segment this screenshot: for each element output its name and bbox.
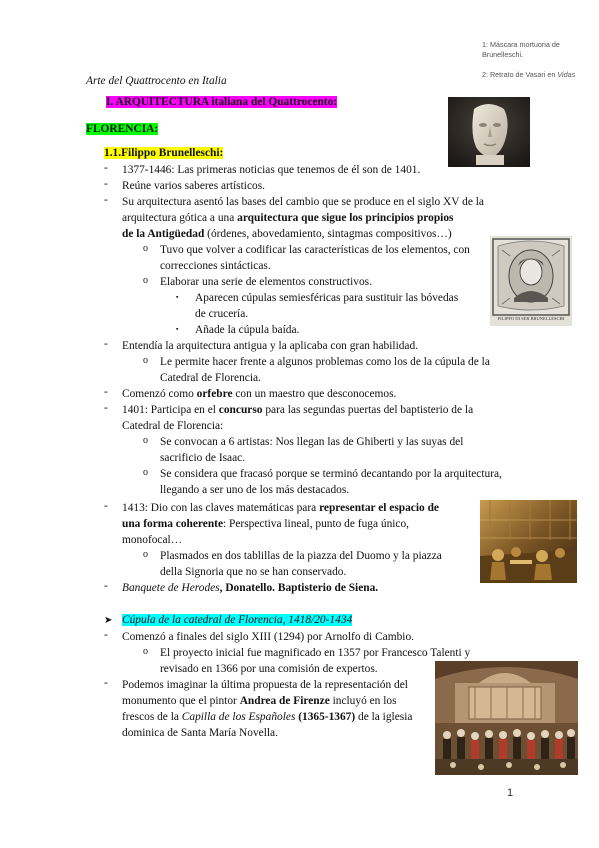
body-line-cupula-problemas-2: Catedral de Florencia. xyxy=(160,372,261,384)
side-note-1-line1: 1: Máscara mortuoria de xyxy=(482,40,560,49)
side-note-2-text: 2: Retrato de Vasari en xyxy=(482,70,558,79)
section-heading-florencia xyxy=(86,121,158,137)
fresco-graphic xyxy=(435,661,578,775)
text-span: arquitectura gótica a una xyxy=(122,212,238,224)
body-line-talenti-2: revisado en 1366 por una comisión de expertos. xyxy=(160,663,378,675)
bold-span: concurso xyxy=(218,404,263,416)
square-marker: ▪ xyxy=(176,293,179,301)
square-marker: ▪ xyxy=(176,325,179,333)
bold-span: orfebre xyxy=(196,388,233,400)
dash-marker: - xyxy=(104,402,108,414)
side-note-1 xyxy=(482,40,560,60)
dash-marker: - xyxy=(104,386,108,398)
bold-span: una forma coherente xyxy=(122,518,224,530)
body-line-concurso-2: Catedral de Florencia: xyxy=(122,420,224,432)
circle-marker: o xyxy=(143,355,148,366)
body-line-andrea-3 xyxy=(122,709,412,725)
text-span: incluyó en los xyxy=(329,695,397,707)
body-line-fracaso-2: llegando a ser uno de los más destacados. xyxy=(160,484,350,496)
circle-marker: o xyxy=(143,435,148,446)
relief-graphic xyxy=(480,500,577,583)
text-span: 1413: Dio con las claves matemáticas para xyxy=(122,502,320,514)
heading-cupula: Cúpula de la catedral de Florencia, 1418/20-1434 xyxy=(122,614,353,626)
dash-marker: - xyxy=(104,162,108,174)
dash-marker: - xyxy=(104,194,108,206)
italic-span: Capilla de los Españoles xyxy=(181,711,296,723)
body-line-cupulas-1: Aparecen cúpulas semiesféricas para sustituir las bóvedas xyxy=(195,292,459,304)
side-note-1-line2: Brunelleschi. xyxy=(482,50,524,59)
text-span: con un maestro que desconocemos. xyxy=(232,388,397,400)
cupula-heading xyxy=(122,612,352,628)
body-line-perspectiva-2 xyxy=(122,516,409,532)
circle-marker: o xyxy=(143,243,148,254)
text-span: : Perspectiva lineal, punto de fuga único, xyxy=(223,518,410,530)
banquete-herodes-image xyxy=(480,500,577,583)
dash-marker: - xyxy=(104,580,108,592)
body-line-andrea-1: Podemos imaginar la última propuesta de la representación del xyxy=(122,679,408,691)
circle-marker: o xyxy=(143,549,148,560)
body-line-codificar-2: correcciones sintácticas. xyxy=(160,260,271,272)
text-span: (órdenes, abovedamiento, sintagmas compositivos…) xyxy=(204,228,452,240)
death-mask-image xyxy=(448,97,530,167)
header-title: Arte del Quattrocento en Italia xyxy=(86,75,227,87)
cupula-heading-row xyxy=(104,612,112,629)
body-line-arquitectura-1: Su arquitectura asentó las bases del cambio que se produce en el siglo XV de la xyxy=(122,196,484,208)
page-number: 1 xyxy=(507,787,514,799)
body-line-elementos: Elaborar una serie de elementos constructivos. xyxy=(160,276,372,288)
body-line-banquete xyxy=(122,580,378,596)
circle-marker: o xyxy=(143,275,148,286)
text-span: de la iglesia xyxy=(355,711,413,723)
body-line-tablillas-2: della Signoria que no se han conservado. xyxy=(160,566,347,578)
body-line-artistas-1: Se convocan a 6 artistas: Nos llegan las de Ghiberti y las suyas del xyxy=(160,436,464,448)
body-line-andrea-2 xyxy=(122,693,397,709)
dash-marker: - xyxy=(104,677,108,689)
section-heading-arquitectura xyxy=(106,94,337,110)
arrow-icon: ➤ xyxy=(104,615,113,626)
text-span: para las segundas puertas del baptisterio de la xyxy=(262,404,474,416)
body-line-arquitectura-3 xyxy=(122,226,452,242)
body-line-orfebre xyxy=(122,386,396,402)
body-line-arquitectura-2 xyxy=(122,210,453,226)
bold-span: , Donatello. Baptisterio de Siena. xyxy=(219,582,379,594)
text-span: frescos de la xyxy=(122,711,182,723)
text-span: Comenzó como xyxy=(122,388,197,400)
side-note-2-italic: Vidas xyxy=(557,70,576,79)
circle-marker: o xyxy=(143,467,148,478)
side-note-2 xyxy=(482,70,575,80)
circle-marker: o xyxy=(143,646,148,657)
body-line-perspectiva-1 xyxy=(122,500,439,516)
subsection-heading-brunelleschi xyxy=(104,145,223,161)
portrait-caption: FILIPPO DI SER BRUNELLESCHI xyxy=(497,316,565,321)
body-line-cupula-problemas-1: Le permite hacer frente a algunos problemas como los de la cúpula de la xyxy=(160,356,490,368)
body-line-talenti-1: El proyecto inicial fue magnificado en 1357 por Francesco Talenti y xyxy=(160,647,471,659)
capilla-espanoles-fresco-image xyxy=(435,661,578,775)
body-line-fracaso-1: Se considera que fracasó porque se terminó decantando por la arquitectura, xyxy=(160,468,502,480)
dash-marker: - xyxy=(104,500,108,512)
bold-span: Andrea de Firenze xyxy=(239,695,330,707)
dash-marker: - xyxy=(104,178,108,190)
body-line-tablillas-1: Plasmados en dos tablillas de la piazza del Duomo y la piazza xyxy=(160,550,442,562)
bold-span: de la Antigüedad xyxy=(122,228,205,240)
body-line-cupulas-2: de crucería. xyxy=(195,308,249,320)
body-line-baida: Añade la cúpula baída. xyxy=(195,324,300,336)
document-header xyxy=(86,73,227,89)
body-line-dates: 1377-1446: Las primeras noticias que tenemos de él son de 1401. xyxy=(122,164,421,176)
bold-span: representar el espacio de xyxy=(319,502,439,514)
heading-florencia: FLORENCIA: xyxy=(86,123,159,135)
bold-span: (1365-1367) xyxy=(295,711,356,723)
portrait-graphic xyxy=(490,236,572,326)
body-line-andrea-4: dominica de Santa María Novella. xyxy=(122,727,278,739)
text-span: 1401: Participa en el xyxy=(122,404,219,416)
death-mask-graphic xyxy=(448,97,530,167)
dash-marker: - xyxy=(104,629,108,641)
body-line-arnolfo: Comenzó a finales del siglo XIII (1294) por Arnolfo di Cambio. xyxy=(122,631,414,643)
text-span: monumento que el pintor xyxy=(122,695,240,707)
body-line-codificar-1: Tuvo que volver a codificar las características de los elementos, con xyxy=(160,244,470,256)
dash-marker: - xyxy=(104,338,108,350)
body-line-perspectiva-3: monofocal… xyxy=(122,534,183,546)
body-line-concurso-1 xyxy=(122,402,473,418)
heading-h1: I. ARQUITECTURA italiana del Quattrocento: xyxy=(106,96,338,108)
body-line-saberes: Reúne varios saberes artísticos. xyxy=(122,180,265,192)
vasari-portrait-image xyxy=(490,236,572,326)
body-line-artistas-2: sacrificio de Isaac. xyxy=(160,452,246,464)
bold-span: arquitectura que sigue los principios propios xyxy=(237,212,454,224)
body-line-antigua: Entendía la arquitectura antigua y la aplicaba con gran habilidad. xyxy=(122,340,419,352)
italic-span: Banquete de Herodes xyxy=(122,582,220,594)
heading-brunelleschi: 1.1.Filippo Brunelleschi: xyxy=(104,147,224,159)
